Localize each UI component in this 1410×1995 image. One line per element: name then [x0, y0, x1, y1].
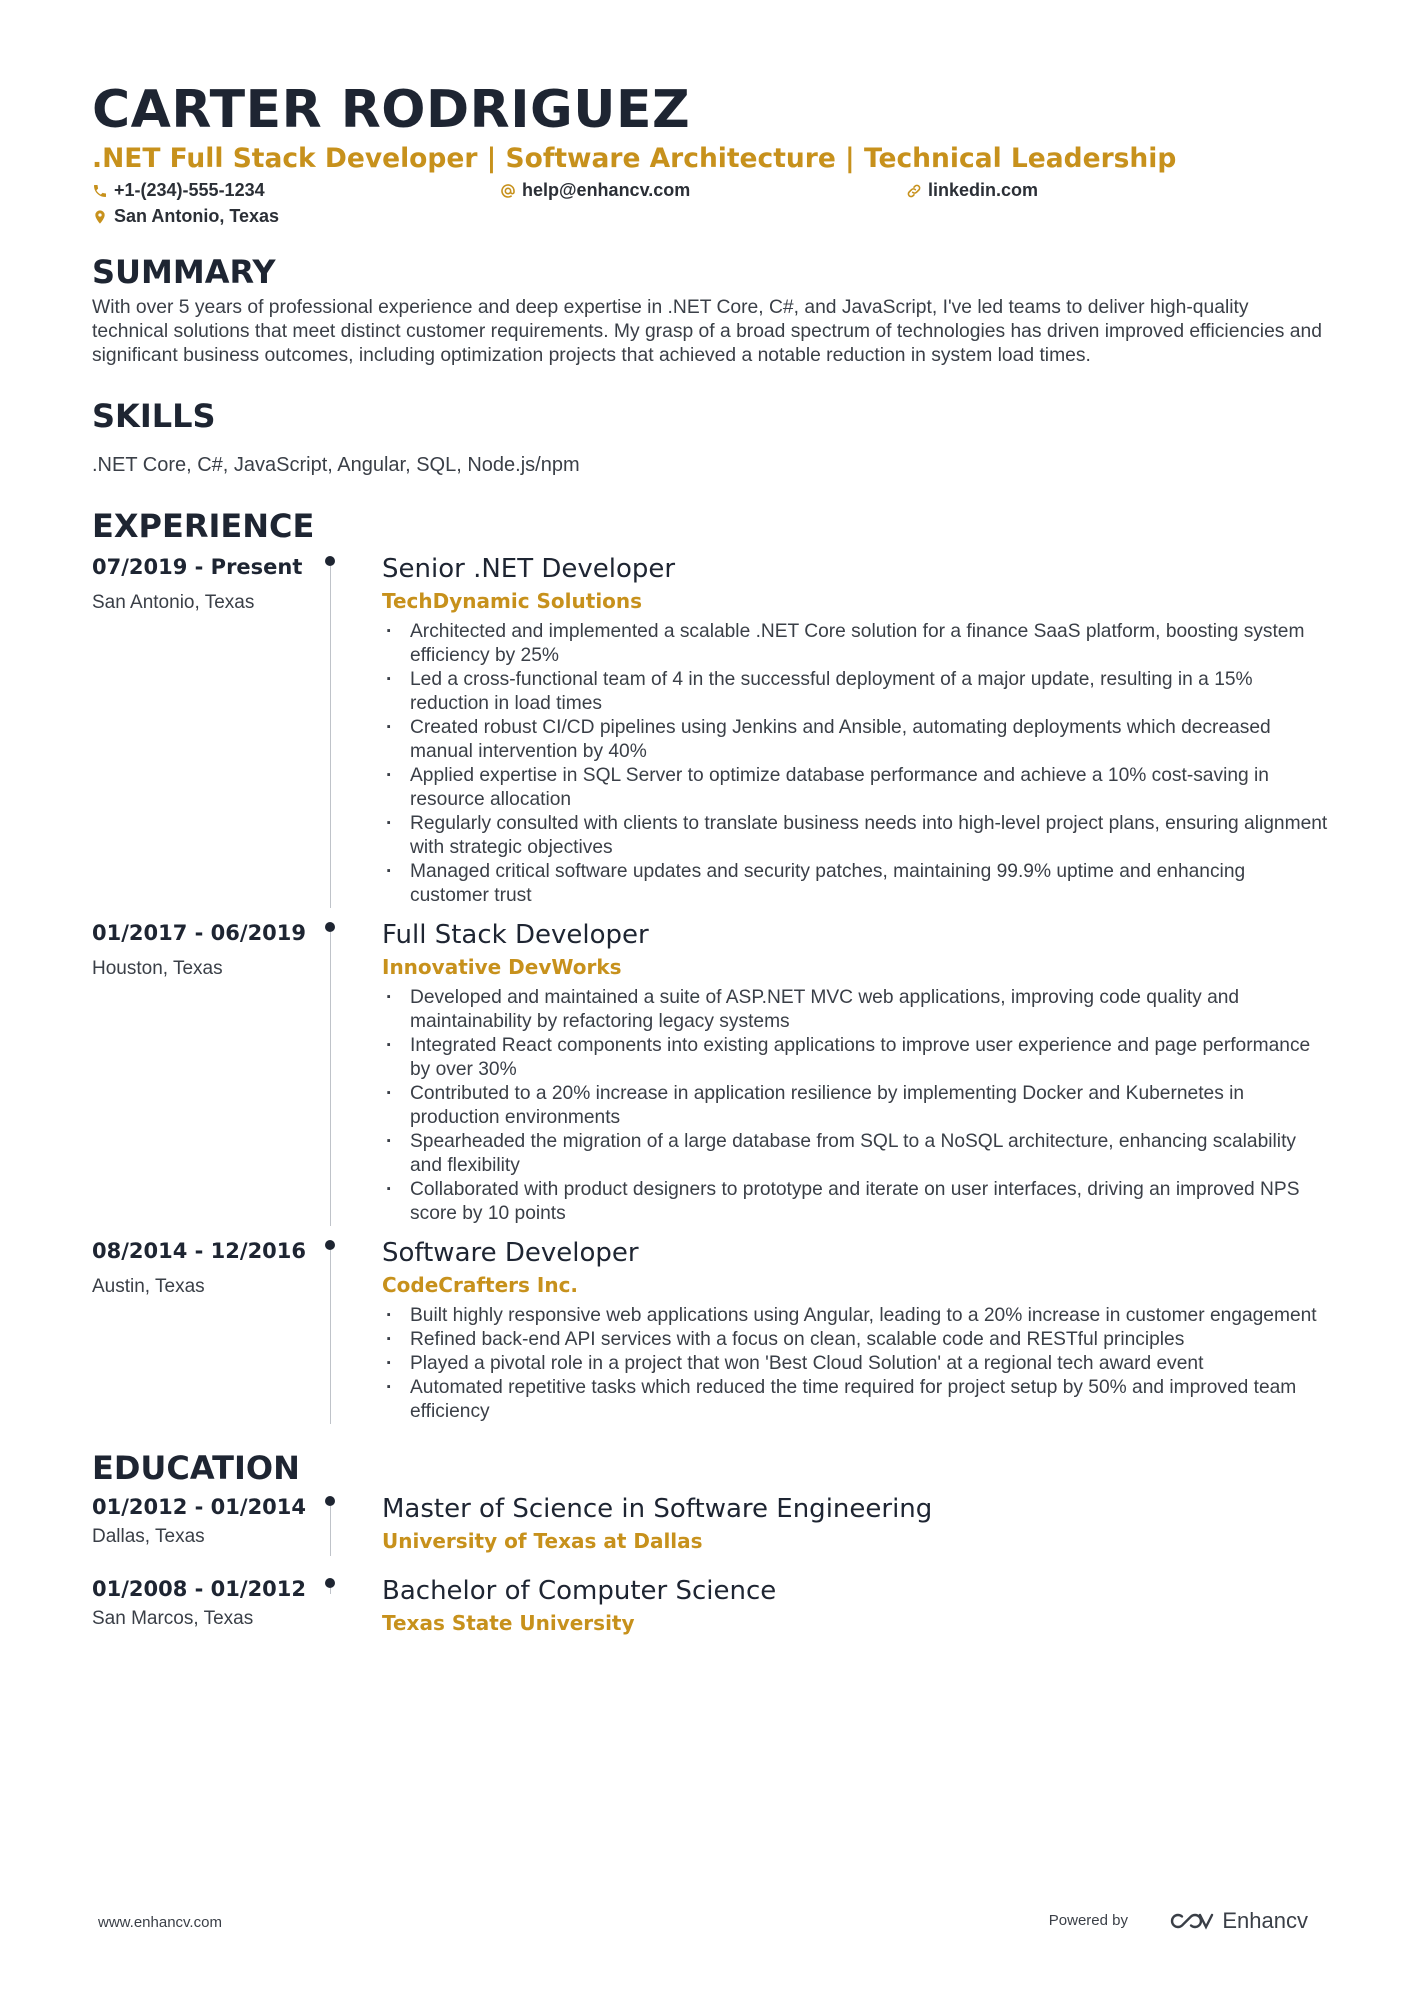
timeline-marker — [324, 922, 336, 1226]
link-icon — [906, 183, 922, 199]
email-text: help@enhancv.com — [522, 180, 691, 200]
linkedin-text: linkedin.com — [928, 180, 1039, 200]
timeline-marker — [324, 556, 336, 908]
education-heading: EDUCATION — [92, 1449, 300, 1487]
education-date: 01/2012 - 01/2014 — [92, 1495, 307, 1519]
contact-email[interactable] — [500, 180, 690, 201]
phone-icon — [92, 183, 108, 199]
achievement-list — [382, 1304, 1328, 1424]
education-date: 01/2008 - 01/2012 — [92, 1577, 307, 1601]
education-location: San Marcos, Texas — [92, 1608, 254, 1629]
company-name: TechDynamic Solutions — [382, 589, 643, 613]
experience-location: Austin, Texas — [92, 1276, 205, 1297]
experience-heading: EXPERIENCE — [92, 507, 315, 545]
education-location: Dallas, Texas — [92, 1526, 205, 1547]
experience-date: 07/2019 - Present — [92, 555, 303, 579]
job-title: Full Stack Developer — [382, 920, 649, 950]
degree-title: Master of Science in Software Engineering — [382, 1494, 933, 1524]
timeline-marker — [324, 1578, 336, 1594]
achievement-list — [382, 986, 1328, 1226]
contact-info — [92, 180, 1328, 232]
company-name: Innovative DevWorks — [382, 955, 622, 979]
enhancv-logo-icon — [1168, 1909, 1214, 1933]
summary-text: With over 5 years of professional experience and deep expertise in .NET Core, C#, and JavaScript, I've led teams to deliver high-quality technical solutions that meet distinct customer requirements. My grasp of a broad spectrum of technologies has driven improved efficiencies and significant business outcomes, including optimization projects that achieved a notable reduction in system load times. — [92, 297, 1322, 366]
school-name: Texas State University — [382, 1611, 635, 1635]
experience-date: 08/2014 - 12/2016 — [92, 1239, 307, 1263]
education-entry — [92, 1574, 1328, 1638]
candidate-name: CARTER RODRIGUEZ — [92, 80, 691, 140]
achievement-item: · Applied expertise in SQL Server to optimize database performance and achieve a 10% cost-saving in resource allocation — [382, 764, 1328, 812]
job-title: Software Developer — [382, 1238, 639, 1268]
experience-entry — [92, 918, 1328, 1226]
degree-title: Bachelor of Computer Science — [382, 1576, 777, 1606]
contact-location — [92, 206, 279, 227]
headline: .NET Full Stack Developer | Software Architecture | Technical Leadership — [92, 143, 1177, 174]
resume-page — [92, 80, 1328, 1638]
achievement-item: · Integrated React components into existing applications to improve user experience and page performance by over 30% — [382, 1034, 1328, 1082]
achievement-item: · Architected and implemented a scalable .NET Core solution for a finance SaaS platform, boosting system efficiency by 25% — [382, 620, 1328, 668]
achievement-item: · Automated repetitive tasks which reduced the time required for project setup by 50% and improved team efficiency — [382, 1376, 1328, 1424]
experience-entry — [92, 1236, 1328, 1424]
achievement-item: · Managed critical software updates and security patches, maintaining 99.9% uptime and enhancing customer trust — [382, 860, 1328, 908]
achievement-list — [382, 620, 1328, 908]
contact-linkedin[interactable] — [906, 180, 1038, 201]
company-name: CodeCrafters Inc. — [382, 1273, 579, 1297]
skills-heading: SKILLS — [92, 397, 216, 435]
achievement-item: · Spearheaded the migration of a large database from SQL to a NoSQL architecture, enhancing scalability and flexibility — [382, 1130, 1328, 1178]
contact-phone — [92, 180, 265, 201]
achievement-item: · Built highly responsive web applications using Angular, leading to a 20% increase in customer engagement — [382, 1304, 1328, 1328]
timeline-marker — [324, 1240, 336, 1424]
summary-heading: SUMMARY — [92, 253, 276, 291]
achievement-item: · Played a pivotal role in a project that won 'Best Cloud Solution' at a regional tech award event — [382, 1352, 1328, 1376]
achievement-item: · Regularly consulted with clients to translate business needs into high-level project plans, ensuring alignment with strategic objectives — [382, 812, 1328, 860]
education-entry — [92, 1492, 1328, 1556]
job-title: Senior .NET Developer — [382, 554, 676, 584]
powered-by-label: Powered by — [1048, 1912, 1128, 1929]
location-text: San Antonio, Texas — [114, 206, 280, 226]
school-name: University of Texas at Dallas — [382, 1529, 703, 1553]
skills-text: .NET Core, C#, JavaScript, Angular, SQL, Node.js/npm — [92, 454, 580, 476]
achievement-item: · Refined back-end API services with a focus on clean, scalable code and RESTful principles — [382, 1328, 1328, 1352]
achievement-item: · Created robust CI/CD pipelines using Jenkins and Ansible, automating deployments which decreased manual intervention by 40% — [382, 716, 1328, 764]
achievement-item: · Led a cross-functional team of 4 in the successful deployment of a major update, resulting in a 15% reduction in load times — [382, 668, 1328, 716]
brand-name: Enhancv — [1222, 1908, 1308, 1933]
achievement-item: · Contributed to a 20% increase in application resilience by implementing Docker and Kubernetes in production environments — [382, 1082, 1328, 1130]
experience-entry — [92, 552, 1328, 908]
experience-location: Houston, Texas — [92, 958, 223, 979]
experience-location: San Antonio, Texas — [92, 592, 255, 613]
enhancv-brand[interactable] — [1168, 1908, 1308, 1934]
achievement-item: · Collaborated with product designers to prototype and iterate on user interfaces, driving an improved NPS score by 10 points — [382, 1178, 1328, 1226]
achievement-item: · Developed and maintained a suite of ASP.NET MVC web applications, improving code quality and maintainability by refactoring legacy systems — [382, 986, 1328, 1034]
footer-website-link[interactable]: www.enhancv.com — [98, 1914, 222, 1931]
phone-text: +1-(234)-555-1234 — [114, 180, 265, 200]
experience-date: 01/2017 - 06/2019 — [92, 921, 307, 945]
timeline-marker — [324, 1496, 336, 1556]
footer — [98, 1908, 1308, 1938]
location-pin-icon — [92, 209, 108, 225]
at-icon — [500, 183, 516, 199]
